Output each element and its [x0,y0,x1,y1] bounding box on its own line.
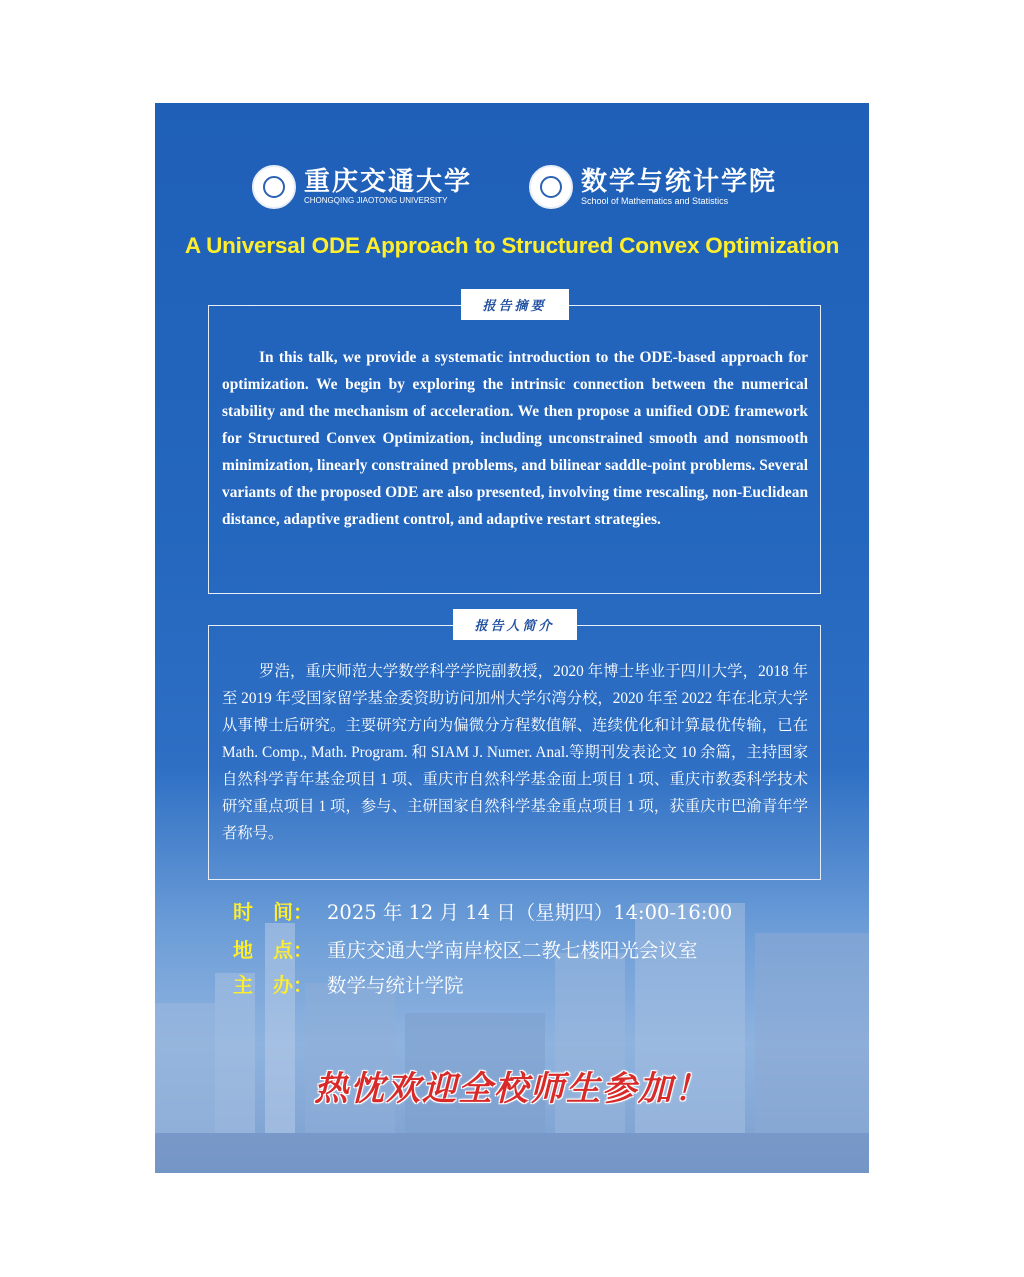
logo-row [155,163,869,213]
university-seal-icon [252,165,296,209]
place-label: 地 点： [233,938,313,962]
abstract-box [208,299,821,594]
host-row [233,970,464,1001]
abstract-label: 报告摘要 [460,289,568,320]
speaker-box [208,619,821,880]
university-logo [252,165,472,209]
place-row [233,935,698,966]
speaker-bio-text: 罗浩，重庆师范大学数学科学学院副教授，2020 年博士毕业于四川大学，2018 年至 2019 年受国家留学基金委资助访问加州大学尔湾分校，2020 年至 2022 年在北京大学从事博士后研究。主要研究方向为偏微分方程数值解、连续优化和计算最优传输，已在 Math. Comp., Math. Program. 和 SIAM J. Numer. Anal.等期刊发表论文 10 余篇，主持国家自然科学青年基金项目 1 项、重庆市自然科学基金面上项目 1 项、重庆市教委科学技术研究重点项目 1 项，参与、主研国家自然科学基金重点项目 1 项，获重庆市巴渝青年学者称号。 [222,663,808,842]
school-name-cn: 数学与统计学院 [581,166,778,197]
welcome-banner: 热忱欢迎全校师生参加！ [314,1069,710,1109]
university-name-cn: 重庆交通大学 [304,167,473,197]
host-label: 主 办： [233,973,313,997]
speaker-label: 报告人简介 [452,609,576,640]
time-label: 时 间： [233,900,313,924]
poster [155,103,869,1173]
abstract-text: In this talk, we provide a systematic introduction to the ODE-based approach for optimization. We begin by exploring the intrinsic connection between the numerical stability and the mechanism of acceleration. We then propose a unified ODE framework for Structured Convex Optimization, including unconstrained smooth and nonsmooth minimization, linearly constrained problems, and bilinear saddle-point problems. Several variants of the proposed ODE are also presented, involving time rescaling, non-Euclidean distance, adaptive gradient control, and adaptive restart strategies. [222,349,808,528]
time-value: 2025 年 12 月 14 日（星期四）14:00-16:00 [327,901,733,924]
host-value: 数学与统计学院 [327,974,464,997]
talk-title: A Universal ODE Approach to Structured Convex Optimization [184,233,840,258]
university-name-en: CHONGQING JIAOTONG UNIVERSITY [304,196,448,205]
place-value: 重庆交通大学南岸校区二教七楼阳光会议室 [327,939,698,962]
time-row [233,897,732,928]
school-name-en: School of Mathematics and Statistics [581,195,729,206]
school-seal-icon [529,165,573,209]
school-logo [529,165,777,209]
